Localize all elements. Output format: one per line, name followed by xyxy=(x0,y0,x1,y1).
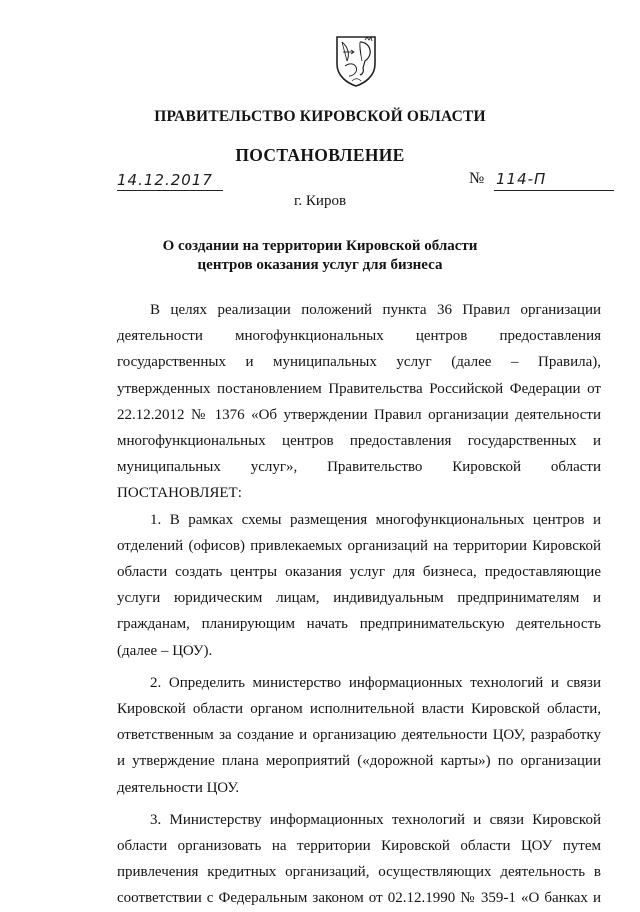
item-2-paragraph: 2. Определить министерство информационных технологий и связи Кировской области органом исполнительной власти Кировской области, ответственным за создание и организацию деятельности ЦОУ, разработку и утверждение плана мероприятий («дорожной карты») по организации деятельности ЦОУ. xyxy=(117,674,601,796)
number-underline xyxy=(494,190,614,191)
city: г. Киров xyxy=(293,193,347,209)
item-1-paragraph: 1. В рамках схемы размещения многофункциональных центров и отделений (офисов) привлекаемых организаций на территории Кировской области создать центры оказания услуг для бизнеса, предоставляющие услуги юридическим лицам, индивидуальным предпринимателям и гражданам, планирующим начать предпринимательскую деятельность (далее – ЦОУ). xyxy=(117,511,601,659)
date-underline xyxy=(117,190,223,191)
number-label: № xyxy=(469,170,485,187)
item-3-paragraph: 3. Министерству информационных технологий и связи Кировской области организовать на территории Кировской области ЦОУ путем привлечения кредитных организаций, осуществляющих деятельность в соответствии с Федеральным законом от 02.12.1990 № 359-1 «О банках и xyxy=(117,811,601,907)
document-type: ПОСТАНОВЛЕНИЕ xyxy=(235,145,405,165)
document-number: 114-П xyxy=(496,170,547,188)
document-date: 14.12.2017 xyxy=(117,171,213,189)
preamble-paragraph: В целях реализации положений пункта 36 Правил организации деятельности многофункциональных центров предоставления государственных и муниципальных услуг (далее – Правила), утвержденных постановлением Правительства Российской Федерации от 22.12.2012 № 1376 «Об утверждении Правил организации деятельности многофункциональных центров предоставления государственных и муниципальных услуг», Правительство Кировской области ПОСТАНОВЛЯЕТ: xyxy=(117,302,601,502)
subject-line-1: О создании на территории Кировской области xyxy=(162,238,478,254)
subject-line-2: центров оказания услуг для бизнеса xyxy=(197,257,443,273)
government-title: ПРАВИТЕЛЬСТВО КИРОВСКОЙ ОБЛАСТИ xyxy=(154,108,486,125)
document-body xyxy=(117,297,601,912)
kirov-coat-of-arms-icon xyxy=(334,34,378,88)
document-subject xyxy=(140,237,500,275)
